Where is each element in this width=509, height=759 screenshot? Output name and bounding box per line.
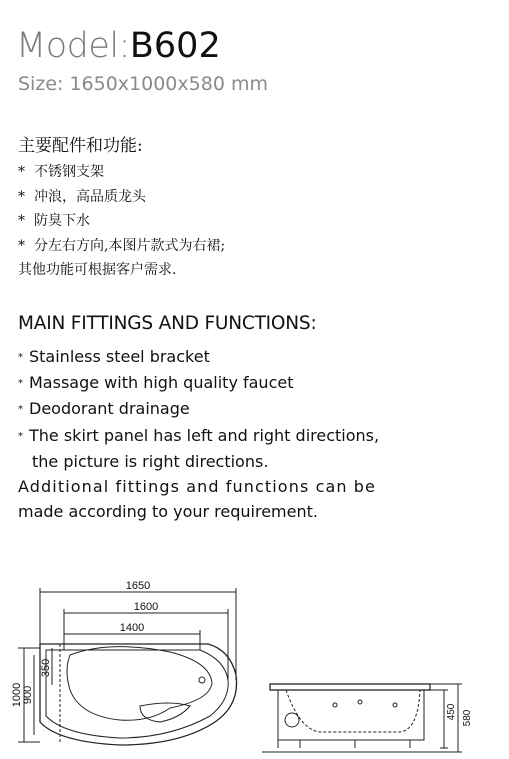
tub-basin	[67, 647, 212, 721]
model-prefix: Model:	[16, 26, 130, 66]
jet-icon	[358, 700, 362, 704]
model-heading	[16, 26, 221, 66]
side-view	[262, 684, 462, 752]
en-list-item	[18, 396, 379, 422]
en-item-continuation: the picture is right directions.	[32, 451, 269, 471]
en-list-item	[18, 370, 379, 396]
en-list-item	[18, 344, 379, 370]
dim-450: 450	[446, 703, 457, 721]
cn-list-item	[18, 234, 225, 259]
jet-icon	[333, 703, 337, 707]
bullet: *	[18, 378, 23, 390]
en-section-title: MAIN FITTINGS AND FUNCTIONS:	[18, 313, 317, 334]
en-additional-line-1: Additional fittings and functions can be	[18, 477, 376, 497]
en-item-text: Massage with high quality faucet	[29, 373, 294, 393]
model-code: B602	[129, 26, 221, 66]
cn-item-text: 冲浪，高品质龙头	[34, 188, 146, 205]
cn-list-item	[18, 209, 225, 234]
cn-list-item	[18, 185, 225, 210]
dim-350: 350	[40, 658, 52, 678]
bullet: *	[18, 188, 25, 205]
bullet: *	[18, 430, 23, 442]
size-spec: Size: 1650x1000x580 mm	[18, 73, 268, 95]
side-rim	[270, 684, 430, 690]
tub-headrest	[140, 703, 190, 722]
cn-item-text: 防臭下水	[34, 213, 90, 229]
dim-1650: 1650	[125, 580, 151, 592]
en-item-text: Stainless steel bracket	[29, 347, 210, 366]
cn-list-item	[18, 160, 225, 185]
jet-icon	[393, 703, 397, 707]
bullet: *	[18, 237, 25, 254]
cn-item-text: 分左右方向,本图片款式为右裙;	[34, 237, 226, 254]
dim-580: 580	[462, 709, 473, 727]
en-item-text: Deodorant drainage	[29, 399, 190, 419]
dim-1600: 1600	[133, 601, 159, 613]
bullet: *	[18, 352, 23, 363]
technical-drawing	[0, 570, 509, 759]
dim-1400: 1400	[119, 622, 145, 634]
drain-icon	[199, 677, 205, 683]
bullet: *	[18, 213, 25, 229]
cn-tail-note: 其他功能可根据客户需求.	[18, 262, 177, 278]
en-additional-line-2: made according to your requirement.	[18, 502, 318, 522]
pump-icon	[285, 713, 299, 727]
en-item-text: The skirt panel has left and right directions,	[29, 425, 380, 445]
bullet: *	[18, 404, 23, 416]
dim-1000: 1000	[11, 682, 23, 708]
cn-section-title: 主要配件和功能:	[18, 136, 143, 156]
en-feature-list	[18, 344, 379, 524]
tub-inner-rim	[46, 650, 228, 738]
bullet: *	[18, 164, 25, 180]
side-basin	[286, 690, 420, 732]
dim-900: 900	[22, 685, 34, 705]
cn-item-text: 不锈钢支架	[34, 164, 104, 180]
en-list-item	[18, 423, 379, 449]
cn-feature-list	[18, 160, 225, 283]
